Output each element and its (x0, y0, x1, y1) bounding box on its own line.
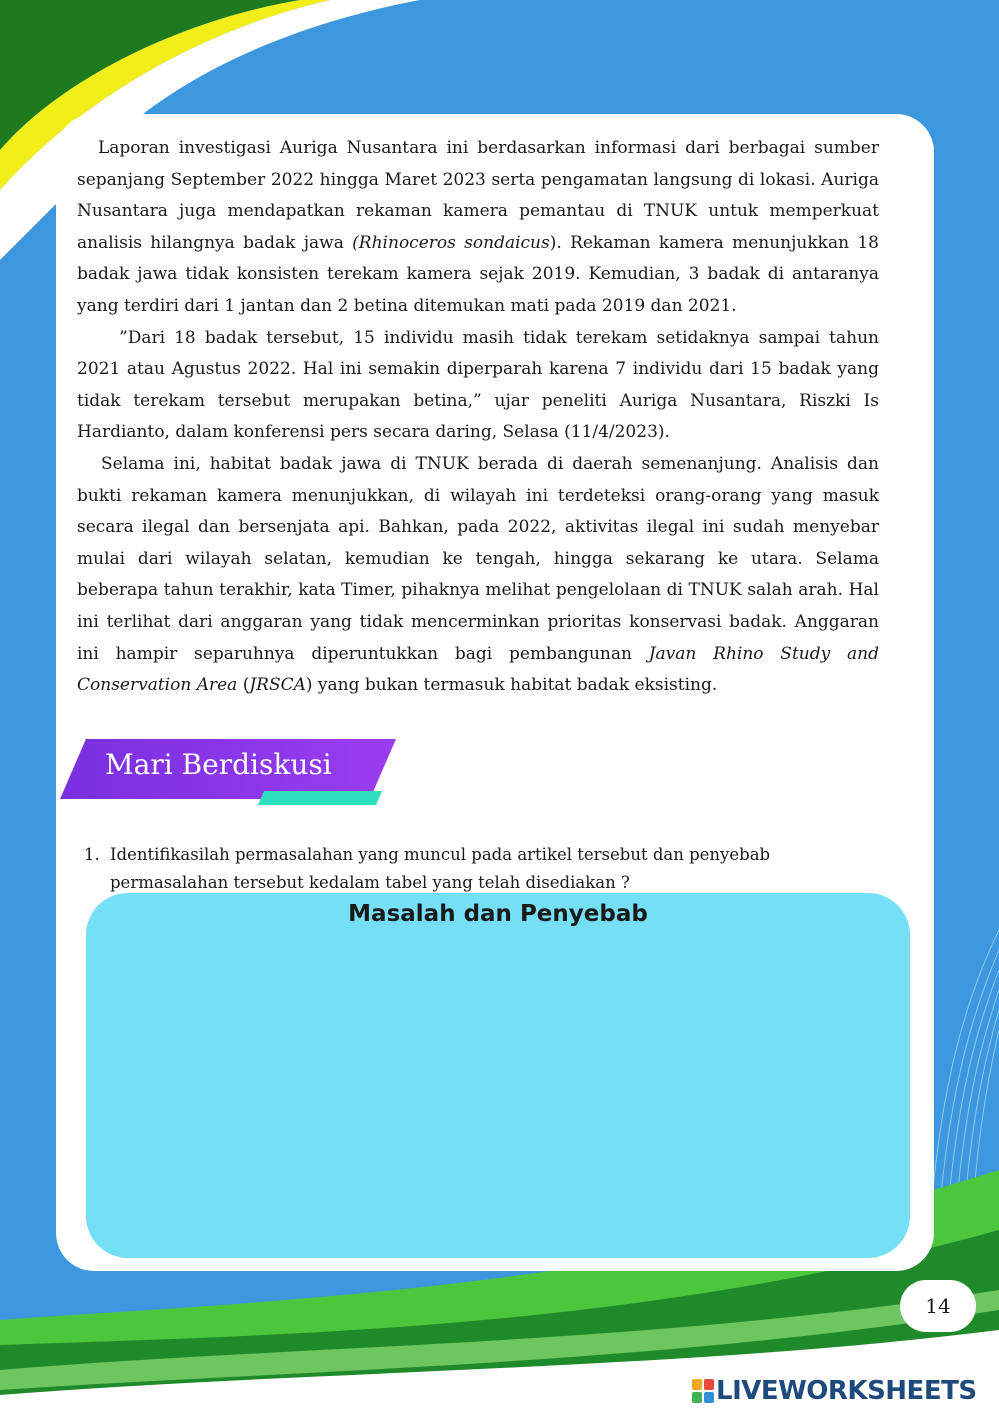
liveworksheets-logo-icon (692, 1379, 714, 1403)
answer-box[interactable] (86, 893, 910, 1258)
banner-teal-accent (258, 791, 382, 805)
answer-box-title: Masalah dan Penyebab (348, 901, 648, 927)
article-paragraph-1: Laporan investigasi Auriga Nusantara ini berdasarkan informasi dari berbagai sumber sepanjang September 2022 hingga Maret 2023 serta pengamatan langsung di lokasi. Auriga Nusantara juga mendapatkan rekaman kamera pemantau di TNUK untuk memperkuat analisis hilangnya badak jawa (Rhinoceros sondaicus). Rekaman kamera menunjukkan 18 badak jawa tidak konsisten terekam kamera sejak 2019. Kemudian, 3 badak di antaranya yang terdiri dari 1 jantan dan 2 betina ditemukan mati pada 2019 dan 2021. (77, 138, 879, 316)
question-number: 1. (84, 845, 100, 864)
brand-name: LIVEWORKSHEETS (716, 1376, 977, 1406)
section-title: Mari Berdiskusi (105, 748, 332, 781)
article-paragraph-3: Selama ini, habitat badak jawa di TNUK berada di daerah semenanjung. Analisis dan bukti rekaman kamera menunjukkan, di wilayah ini terdeteksi orang-orang yang masuk secara ilegal dan bersenjata api. Bahkan, pada 2022, aktivitas ilegal ini sudah menyebar mulai dari wilayah selatan, kemudian ke tengah, hingga sekarang ke utara. Selama beberapa tahun terakhir, kata Timer, pihaknya melihat pengelolaan di TNUK salah arah. Hal ini terlihat dari anggaran yang tidak mencerminkan prioritas konservasi badak. Anggaran ini hampir separuhnya diperuntukkan bagi pembangunan Javan Rhino Study and Conservation Area (JRSCA) yang bukan termasuk habitat badak eksisting. (77, 453, 879, 696)
article-paragraph-2: ”Dari 18 badak tersebut, 15 individu masih tidak terekam setidaknya sampai tahun 2021 atau Agustus 2022. Hal ini semakin diperparah karena 7 individu dari 15 badak yang tidak terekam tersebut merupakan betina,” ujar peneliti Auriga Nusantara, Riszki Is Hardianto, dalam konferensi pers secara daring, Selasa (11/4/2023). (77, 327, 879, 443)
page-number: 14 (900, 1280, 976, 1332)
article-text (77, 133, 879, 702)
brand-watermark (692, 1376, 992, 1408)
question-text: Identifikasilah permasalahan yang muncul pada artikel tersebut dan penyebab permasalahan tersebut kedalam tabel yang telah disediakan ? (110, 845, 771, 892)
